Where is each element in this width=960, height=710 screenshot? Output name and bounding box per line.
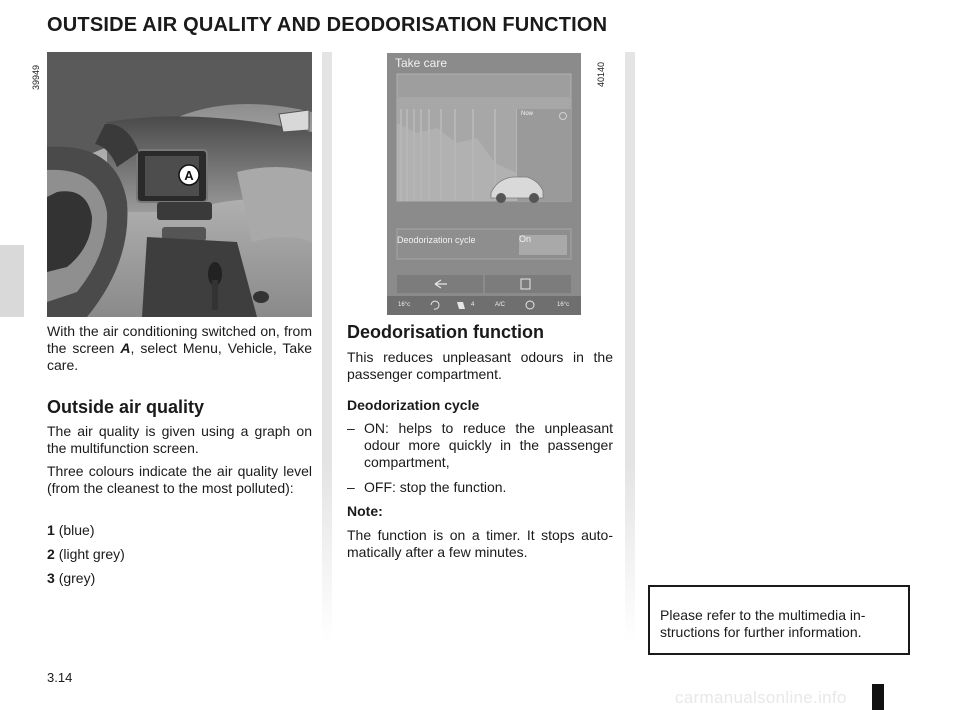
level-number: 1	[47, 522, 55, 538]
graph-now-label: Now	[521, 111, 534, 117]
section-tab	[0, 245, 24, 317]
bullet-text: ON: helps to reduce the unpleasant odour more quickly in the passenger compartment,	[364, 420, 613, 470]
deodorisation-paragraph: This reduces unpleasant odours in the passenger compartment.	[347, 349, 613, 382]
level-label: (grey)	[58, 570, 96, 586]
fan-level: 4	[471, 302, 475, 308]
level-label: (light grey)	[58, 546, 125, 562]
level-item-2	[47, 546, 125, 563]
figure-code-left: 39949	[31, 64, 41, 90]
heading-deodorisation: Deodorisation function	[347, 322, 544, 342]
subheading-deodorization-cycle: Deodorization cycle	[347, 397, 480, 413]
corner-mark	[872, 684, 884, 710]
column-divider-right	[625, 52, 635, 642]
intro-paragraph	[47, 323, 312, 374]
level-number: 2	[47, 546, 55, 562]
take-care-screen	[387, 53, 581, 315]
air-quality-paragraph-1: The air quality is given using a graph on the multifunction screen.	[47, 423, 312, 456]
bullet-off	[347, 479, 613, 496]
level-number: 3	[47, 570, 55, 586]
screen-header: Take care	[395, 56, 448, 70]
callout-a: A	[184, 168, 194, 183]
bullet-on	[347, 420, 613, 471]
air-quality-paragraph-2: Three colours indicate the air quality level (from the cleanest to the most polluted):	[47, 463, 312, 496]
watermark: carmanualsonline.info	[675, 688, 847, 707]
temp-right: 16°c	[557, 302, 570, 308]
info-box	[648, 585, 910, 655]
bullet-dash: –	[347, 479, 355, 495]
page-number: 3.14	[47, 670, 73, 685]
level-item-3	[47, 570, 95, 587]
level-item-1	[47, 522, 94, 539]
bullet-dash: –	[347, 420, 355, 436]
ac-label: A/C	[495, 302, 506, 308]
note-text: The function is on a timer. It stops auto-matically after a few minutes.	[347, 527, 613, 560]
temp-left: 16°c	[398, 302, 411, 308]
cycle-label: Deodorization cycle	[397, 235, 476, 245]
page-title: OUTSIDE AIR QUALITY AND DEODORISATION FUNCTION	[47, 14, 608, 36]
heading-outside-air-quality: Outside air quality	[47, 397, 205, 417]
note-label: Note:	[347, 503, 383, 519]
level-label: (blue)	[58, 522, 95, 538]
intro-screen-ref: A	[120, 340, 131, 356]
cycle-toggle: On	[519, 234, 532, 244]
intro-text-start: With the air conditioning switched on, from the screen	[47, 323, 312, 356]
info-box-text: Please refer to the multimedia in-structions for further information.	[660, 607, 866, 640]
bullet-text: OFF: stop the function.	[364, 479, 507, 495]
figure-code-right: 40140	[596, 61, 606, 87]
dashboard-illustration	[47, 52, 312, 317]
intro-text-end: , select Menu, Vehicle, Take care.	[47, 340, 312, 373]
column-divider-left	[322, 52, 332, 642]
